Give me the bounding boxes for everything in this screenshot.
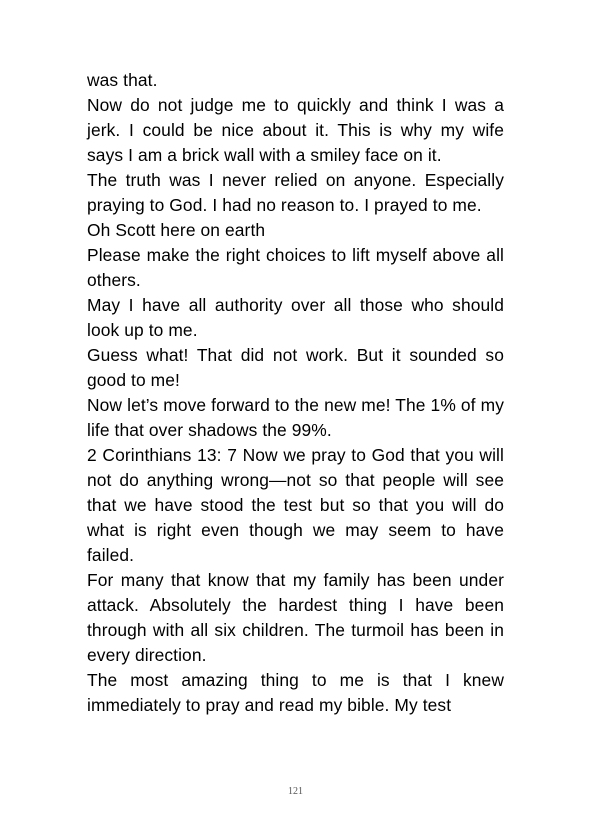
paragraph: The truth was I never relied on anyone. Especially praying to God. I had no reason to. I prayed to me. [87,170,504,215]
paragraph: Now let’s move forward to the new me! The 1% of my life that over shadows the 99%. [87,395,504,440]
paragraph: Please make the right choices to lift myself above all others. [87,245,504,290]
page-number: 121 [288,786,303,797]
body-text [87,68,504,718]
paragraph: Oh Scott here on earth [87,220,266,240]
paragraph: May I have all authority over all those who should look up to me. [87,295,504,340]
paragraph: Now do not judge me to quickly and think I was a jerk. I could be nice about it. This is why my wife says I am a brick wall with a smiley face on it. [87,95,504,165]
paragraph: The most amazing thing to me is that I knew immediately to pray and read my bible. My test [87,670,504,715]
scripture-paragraph: 2 Corinthians 13: 7 Now we pray to God that you will not do anything wrong—not so that people will see that we have stood the test but so that you will do what is right even though we may seem to have failed. [87,445,504,565]
paragraph: was that. [87,70,158,90]
paragraph: For many that know that my family has been under attack. Absolutely the hardest thing I have been through with all six children. The turmoil has been in every direction. [87,570,504,665]
paragraph: Guess what! That did not work. But it sounded so good to me! [87,345,504,390]
